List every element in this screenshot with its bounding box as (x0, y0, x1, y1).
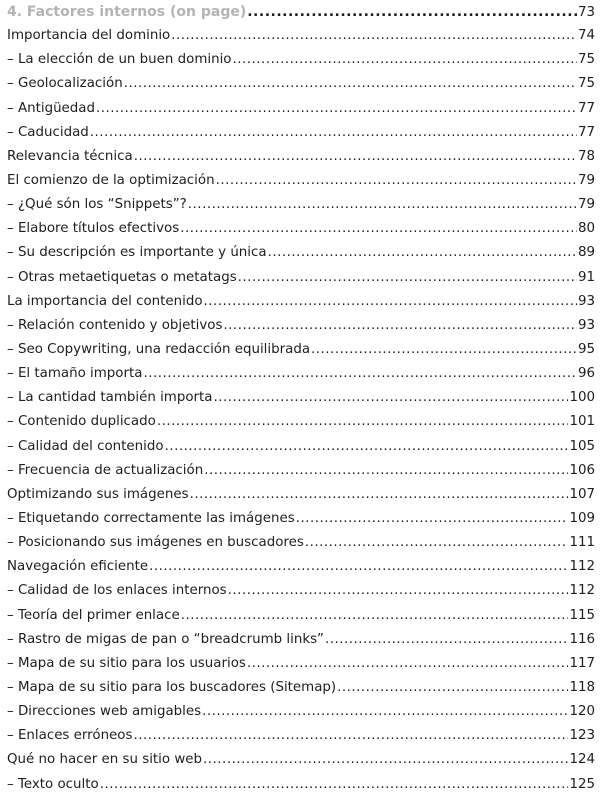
toc-entry-title: – Teoría del primer enlace (7, 607, 180, 623)
toc-entry-page-number: 91 (577, 269, 595, 285)
toc-entry-title: – La elección de un buen dominio (7, 52, 232, 68)
toc-entry-page-number: 78 (577, 148, 595, 164)
toc-entry-title: – Calidad de los enlaces internos (7, 583, 227, 599)
toc-entry-title: – Etiquetando correctamente las imágenes (7, 510, 295, 526)
toc-entry-page-number: 115 (569, 607, 595, 623)
dot-leader (90, 121, 577, 145)
toc-entry (7, 483, 595, 507)
toc-entry (7, 676, 595, 700)
toc-entry-page-number: 74 (577, 28, 595, 44)
toc-entry (7, 628, 595, 652)
toc-entry-page-number: 105 (569, 438, 595, 454)
dot-leader (228, 579, 569, 603)
toc-entry-title: – Mapa de su sitio para los buscadores (Sitemap) (7, 679, 337, 695)
toc-entry (7, 700, 595, 724)
toc-entry (7, 314, 595, 338)
toc-entry-title: Importancia del dominio (7, 28, 171, 44)
toc-entry (7, 193, 595, 217)
toc-entry (7, 459, 595, 483)
toc-entry-page-number: 96 (577, 366, 595, 382)
toc-entry-title: – ¿Qué són los “Snippets”? (7, 197, 187, 213)
toc-entry-page-number: 77 (577, 124, 595, 140)
dot-leader (190, 483, 569, 507)
dot-leader (216, 169, 577, 193)
dot-leader (134, 145, 577, 169)
dot-leader (204, 459, 568, 483)
dot-leader (202, 700, 568, 724)
toc-entry-title: – Texto oculto (7, 776, 99, 792)
toc-entry-title: – Contenido duplicado (7, 414, 156, 430)
toc-entry-page-number: 106 (569, 462, 595, 478)
toc-entry-title: – La cantidad también importa (7, 390, 213, 406)
toc-entry-page-number: 93 (577, 317, 595, 333)
toc-entry-page-number: 116 (569, 631, 595, 647)
dot-leader (124, 72, 577, 96)
toc-entry (7, 48, 595, 72)
toc-entry-page-number: 80 (577, 221, 595, 237)
toc-entry (7, 241, 595, 265)
toc-entry (7, 579, 595, 603)
toc-entry-page-number: 120 (569, 704, 595, 720)
toc-entry-page-number: 79 (577, 197, 595, 213)
toc-entry-title: – Direcciones web amigables (7, 704, 202, 720)
dot-leader (296, 507, 569, 531)
toc-entry (7, 386, 595, 410)
dot-leader (171, 24, 577, 48)
toc-entry (7, 652, 595, 676)
toc-entry-title: Relevancia técnica (7, 148, 133, 164)
toc-entry-page-number: 117 (569, 655, 595, 671)
dot-leader (143, 362, 577, 386)
toc-entry-title: – Enlaces erróneos (7, 728, 133, 744)
dot-leader (233, 48, 577, 72)
toc-entry-title: – Seo Copywriting, una redacción equilibrada (7, 341, 311, 357)
toc-entry-page-number: 101 (569, 414, 595, 430)
dot-leader (133, 724, 568, 748)
dot-leader (157, 410, 569, 434)
toc-entry-title: – Frecuencia de actualización (7, 462, 204, 478)
toc-entry-page-number: 124 (569, 752, 595, 768)
toc-entry-page-number: 123 (569, 728, 595, 744)
toc-entry-page-number: 109 (569, 510, 595, 526)
toc-entry-page-number: 112 (569, 583, 595, 599)
toc-entries (7, 24, 595, 797)
chapter-heading (7, 0, 595, 24)
toc-entry-page-number: 107 (569, 486, 595, 502)
toc-entry-page-number: 111 (569, 535, 595, 551)
toc-entry-page-number: 100 (569, 390, 595, 406)
toc-entry-page-number: 77 (577, 100, 595, 116)
toc-entry-title: – Otras metaetiquetas o metatags (7, 269, 237, 285)
dot-leader (223, 314, 577, 338)
dot-leader (305, 531, 569, 555)
dot-leader (247, 0, 577, 24)
dot-leader (203, 748, 568, 772)
toc-entry-title: El comienzo de la optimización (7, 172, 215, 188)
toc-entry-title: – Relación contenido y objetivos (7, 317, 223, 333)
toc-entry-title: – Antigüedad (7, 100, 96, 116)
toc-entry (7, 748, 595, 772)
dot-leader (181, 604, 569, 628)
toc-entry-title: Optimizando sus imágenes (7, 486, 189, 502)
toc-entry-page-number: 75 (577, 52, 595, 68)
toc-entry (7, 24, 595, 48)
toc-entry (7, 121, 595, 145)
dot-leader (149, 555, 568, 579)
toc-entry (7, 773, 595, 797)
toc-entry (7, 217, 595, 241)
dot-leader (247, 652, 569, 676)
toc-entry-title: La importancia del contenido (7, 293, 203, 309)
dot-leader (213, 386, 568, 410)
toc-entry (7, 338, 595, 362)
toc-entry-page-number: 125 (569, 776, 595, 792)
toc-entry-title: – Mapa de su sitio para los usuarios (7, 655, 246, 671)
toc-entry-title: – Rastro de migas de pan o “breadcrumb links” (7, 631, 324, 647)
chapter-title: 4. Factores internos (on page) (7, 4, 247, 20)
dot-leader (165, 435, 569, 459)
toc-entry (7, 507, 595, 531)
toc-entry-page-number: 89 (577, 245, 595, 261)
chapter-page-number: 73 (577, 5, 595, 20)
dot-leader (188, 193, 577, 217)
toc-entry (7, 724, 595, 748)
toc-entry-page-number: 79 (577, 172, 595, 188)
dot-leader (96, 97, 577, 121)
toc-entry-title: Navegación eficiente (7, 559, 149, 575)
toc-entry-page-number: 112 (569, 559, 595, 575)
dot-leader (268, 241, 577, 265)
table-of-contents (7, 0, 595, 797)
dot-leader (311, 338, 577, 362)
dot-leader (100, 773, 569, 797)
toc-entry-page-number: 93 (577, 293, 595, 309)
toc-entry (7, 435, 595, 459)
toc-entry-page-number: 118 (569, 679, 595, 695)
toc-entry-title: – Posicionando sus imágenes en buscadores (7, 535, 304, 551)
toc-entry (7, 410, 595, 434)
dot-leader (238, 266, 577, 290)
dot-leader (204, 290, 577, 314)
toc-entry-title: Qué no hacer en su sitio web (7, 752, 203, 768)
toc-entry-title: – Calidad del contenido (7, 438, 164, 454)
toc-entry-title: – Geolocalización (7, 76, 123, 92)
toc-entry-title: – El tamaño importa (7, 366, 143, 382)
toc-entry (7, 266, 595, 290)
toc-entry-page-number: 95 (577, 341, 595, 357)
toc-entry (7, 169, 595, 193)
toc-entry (7, 604, 595, 628)
toc-entry-page-number: 75 (577, 76, 595, 92)
dot-leader (337, 676, 568, 700)
toc-entry (7, 97, 595, 121)
dot-leader (180, 217, 577, 241)
toc-entry (7, 362, 595, 386)
toc-entry (7, 531, 595, 555)
toc-entry (7, 555, 595, 579)
toc-entry (7, 145, 595, 169)
dot-leader (325, 628, 568, 652)
toc-entry-title: – Elabore títulos efectivos (7, 221, 180, 237)
toc-entry-title: – Su descripción es importante y única (7, 245, 267, 261)
toc-entry (7, 72, 595, 96)
toc-entry-title: – Caducidad (7, 124, 89, 140)
toc-entry (7, 290, 595, 314)
